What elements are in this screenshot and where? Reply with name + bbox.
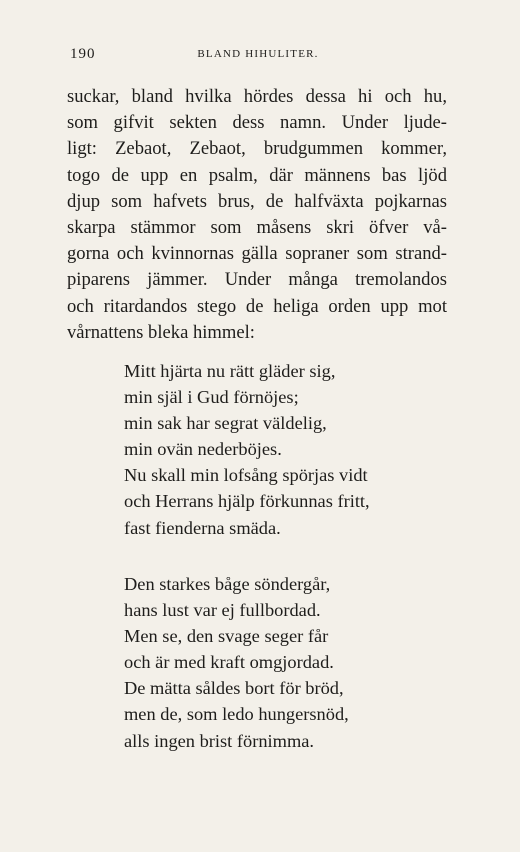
prose-line: djup som hafvets brus, de halfväxta pojkarnas [67, 190, 447, 212]
page-number: 190 [70, 46, 96, 62]
verse-line: min själ i Gud förnöjes; [124, 387, 299, 408]
verse-line: Mitt hjärta nu rätt gläder sig, [124, 361, 336, 381]
verse-line: min ovän nederböjes. [124, 439, 282, 460]
verse-line: och Herrans hjälp förkunnas fritt, [124, 491, 370, 512]
page-header [70, 46, 446, 68]
poem-stanza-2 [124, 571, 349, 754]
prose-line: som gifvit sekten dess namn. Under ljude- [67, 112, 447, 134]
verse-line: alls ingen brist förnimma. [124, 730, 315, 751]
verse-line: fast fienderna smäda. [124, 517, 281, 538]
verse-line: hans lust var ej fullbordad. [124, 600, 321, 621]
prose-line: gorna och kvinnornas gälla sopraner som strand- [67, 243, 447, 265]
running-head: BLAND HIHULITER. [197, 48, 319, 60]
prose-line: ligt: Zebaot, Zebaot, brudgummen kommer, [67, 138, 447, 160]
prose-line: vårnattens bleka himmel: [67, 321, 255, 343]
verse-line: Nu skall min lofsång spörjas vidt [124, 465, 368, 486]
prose-line: skarpa stämmor som måsens skri öfver vå- [67, 216, 447, 238]
verse-line: De mätta såldes bort för bröd, [124, 678, 344, 699]
prose-line: suckar, bland hvilka hördes dessa hi och hu, [67, 86, 447, 107]
prose-paragraph [67, 84, 447, 346]
verse-line: Den starkes båge söndergår, [124, 574, 331, 594]
verse-line: men de, som ledo hungersnöd, [124, 704, 349, 725]
verse-line: min sak har segrat väldelig, [124, 413, 327, 434]
prose-line: och ritardandos stego de heliga orden upp mot [67, 295, 447, 317]
verse-line: och är med kraft omgjordad. [124, 652, 334, 673]
prose-line: piparens jämmer. Under många tremolandos [67, 269, 447, 291]
poem-stanza-1 [124, 358, 370, 541]
verse-line: Men se, den svage seger får [124, 626, 329, 647]
prose-line: togo de upp en psalm, där männens bas ljöd [67, 164, 447, 186]
